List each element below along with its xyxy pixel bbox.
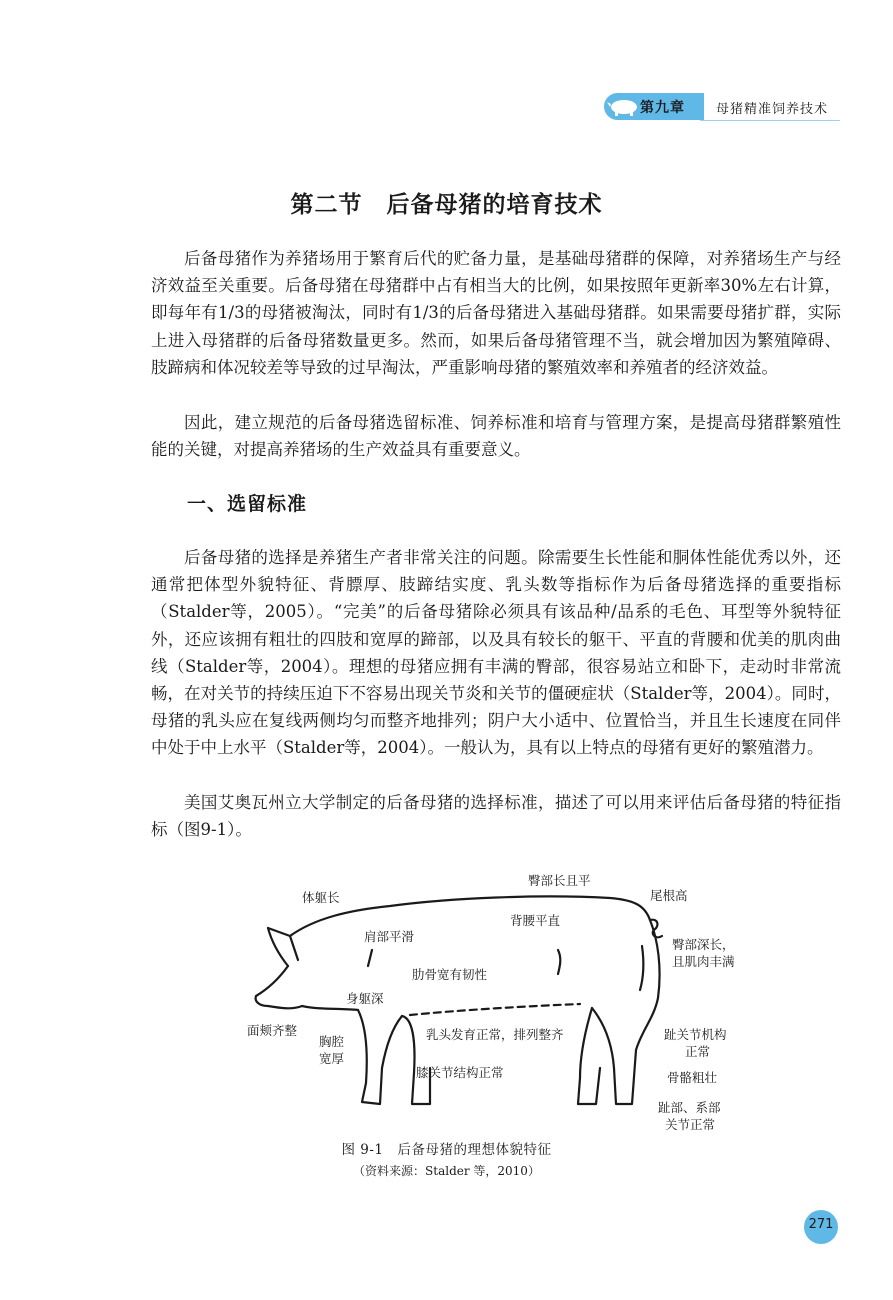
page-number: 271 bbox=[808, 1217, 834, 1232]
label-ham-line1: 臀部深长， bbox=[672, 937, 735, 952]
label-chest-line1: 胸腔 bbox=[319, 1034, 345, 1049]
figure-source: （资料来源：Stalder 等，2010） bbox=[353, 1164, 540, 1178]
pig-figure bbox=[240, 868, 760, 1132]
pig-icon bbox=[606, 97, 640, 117]
label-teat: 乳头发育正常，排列整齐 bbox=[426, 1027, 564, 1042]
label-jaw: 面颊齐整 bbox=[247, 1023, 298, 1038]
label-rump: 臀部长且平 bbox=[528, 873, 591, 888]
label-shoulder: 肩部平滑 bbox=[364, 929, 415, 944]
label-pastern-line1: 趾部、系部 bbox=[658, 1100, 721, 1115]
label-tail: 尾根高 bbox=[650, 888, 688, 903]
label-body-length: 体躯长 bbox=[302, 890, 340, 905]
label-toe-line1: 趾关节机构 bbox=[664, 1027, 727, 1042]
section-title: 第二节 后备母猪的培育技术 bbox=[290, 191, 603, 218]
label-bone: 骨骼粗壮 bbox=[667, 1070, 718, 1085]
figure-caption: 图 9-1 后备母猪的理想体貌特征 bbox=[341, 1142, 552, 1158]
header-rule bbox=[700, 120, 840, 121]
chapter-title: 母猪精准饲养技术 bbox=[716, 102, 829, 117]
label-pastern-line2: 关节正常 bbox=[665, 1117, 716, 1132]
paragraph-figure-ref: 美国艾奥瓦州立大学制定的后备母猪的选择标准，描述了可以用来评估后备母猪的特征指标（图9-1）。 bbox=[151, 793, 841, 840]
paragraph-intro: 后备母猪作为养猪场用于繁育后代的贮备力量，是基础母猪群的保障，对养猪场生产与经济效益至关重要。后备母猪在母猪群中占有相当大的比例，如果按照年更新率30%左右计算，即每年有1/3的母猪被淘汰，同时有1/3的后备母猪进入基础母猪群。如果需要母猪扩群，实际上进入母猪群的后备母猪数量更多。然而，如果后备母猪管理不当，就会增加因为繁殖障碍、肢蹄病和体况较差等导致的过早淘汰，严重影响母猪的繁殖效率和养殖者的经济效益。 bbox=[151, 249, 841, 377]
label-knee: 膝关节结构正常 bbox=[416, 1065, 504, 1080]
label-ham-line2: 且肌肉丰满 bbox=[672, 954, 735, 969]
label-rib: 肋骨宽有韧性 bbox=[412, 967, 488, 982]
label-toe-line2: 正常 bbox=[685, 1044, 711, 1059]
label-back: 背腰平直 bbox=[510, 913, 561, 928]
label-depth: 身躯深 bbox=[346, 991, 384, 1006]
paragraph-selection: 后备母猪的选择是养猪生产者非常关注的问题。除需要生长性能和胴体性能优秀以外，还通常把体型外貌特征、背膘厚、肢蹄结实度、乳头数等指标作为后备母猪选择的重要指标（Stalder等，2005）。“完美”的后备母猪除必须具有该品种/品系的毛色、耳型等外貌特征外，还应该拥有粗壮的四肢和宽厚的蹄部，以及具有较长的躯干、平直的背腰和优美的肌肉曲线（Stalder等，2004）。理想的母猪应拥有丰满的臀部，很容易站立和卧下，走动时非常流畅，在对关节的持续压迫下不容易出现关节炎和关节的僵硬症状（Stalder等，2004）。同时，母猪的乳头应在复线两侧均匀而整齐地排列；阴户大小适中、位置恰当，并且生长速度在同伴中处于中上水平（Stalder等，2004）。一般认为，具有以上特点的母猪有更好的繁殖潜力。 bbox=[151, 548, 841, 758]
paragraph-significance: 因此，建立规范的后备母猪选留标准、饲养标准和培育与管理方案，是提高母猪群繁殖性能的关键，对提高养猪场的生产效益具有重要意义。 bbox=[151, 413, 841, 460]
label-chest-line2: 宽厚 bbox=[319, 1051, 345, 1066]
subheading-selection-criteria: 一、选留标准 bbox=[187, 493, 308, 515]
chapter-label: 第九章 bbox=[640, 100, 685, 116]
